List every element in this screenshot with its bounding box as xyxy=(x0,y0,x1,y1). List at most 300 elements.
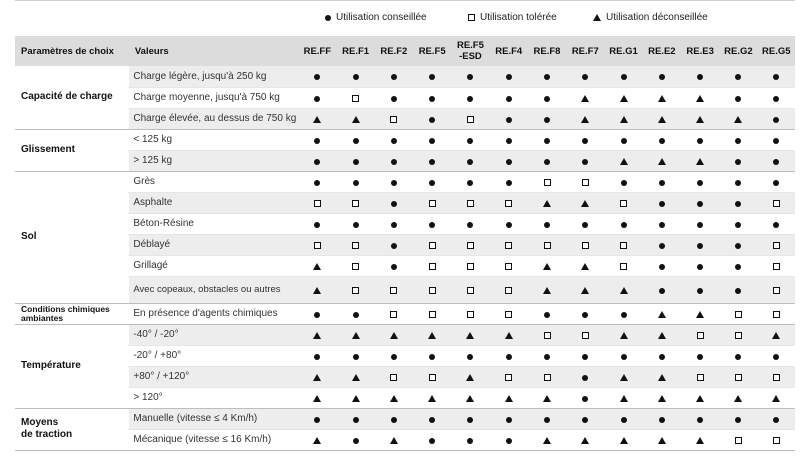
header-model: RE.F4 xyxy=(495,45,523,57)
suitability-cell xyxy=(681,234,719,255)
suitability-cell xyxy=(719,234,757,255)
recommended-dot-icon xyxy=(621,354,627,360)
table-row xyxy=(15,366,795,387)
value-label: En présence d'agents chimiques xyxy=(129,303,298,324)
suitability-cell xyxy=(758,171,795,192)
suitability-cell xyxy=(413,408,451,429)
category-label: Capacité de charge xyxy=(15,66,129,129)
suitability-cell xyxy=(681,366,719,387)
suitability-cell xyxy=(758,345,795,366)
tolerated-square-icon xyxy=(773,437,780,444)
tolerated-square-icon xyxy=(773,200,780,207)
recommended-dot-icon xyxy=(314,222,320,228)
suitability-cell xyxy=(413,66,451,87)
suitability-cell xyxy=(375,108,413,129)
suitability-cell xyxy=(566,345,604,366)
suitability-cell xyxy=(336,234,374,255)
suitability-cell xyxy=(604,234,642,255)
suitability-cell xyxy=(298,255,336,276)
value-label: Avec copeaux, obstacles ou autres xyxy=(129,276,298,303)
tolerated-square-icon xyxy=(773,374,780,381)
suitability-cell xyxy=(528,345,566,366)
tolerated-square-icon xyxy=(429,374,436,381)
recommended-dot-icon xyxy=(544,222,550,228)
recommended-dot-icon xyxy=(506,180,512,186)
recommended-dot-icon xyxy=(544,117,550,123)
recommended-dot-icon xyxy=(314,354,320,360)
table-row xyxy=(15,303,795,324)
suitability-cell xyxy=(375,276,413,303)
recommended-dot-icon xyxy=(467,74,473,80)
discouraged-triangle-icon xyxy=(543,437,551,444)
suitability-cell xyxy=(604,387,642,408)
suitability-cell xyxy=(336,66,374,87)
recommended-dot-icon xyxy=(429,96,435,102)
tolerated-square-icon xyxy=(544,179,551,186)
suitability-cell xyxy=(719,87,757,108)
suitability-cell xyxy=(604,345,642,366)
tolerated-square-icon xyxy=(544,374,551,381)
tolerated-square-icon xyxy=(352,200,359,207)
header-model: RE.G2 xyxy=(724,45,753,57)
legend-discouraged xyxy=(593,12,708,23)
suitability-cell xyxy=(681,255,719,276)
suitability-cell xyxy=(566,108,604,129)
discouraged-triangle-icon xyxy=(390,332,398,339)
suitability-cell xyxy=(604,150,642,171)
discouraged-triangle-icon xyxy=(620,395,628,402)
tolerated-square-icon xyxy=(352,287,359,294)
suitability-cell xyxy=(643,408,681,429)
suitability-cell xyxy=(490,150,528,171)
table-row xyxy=(15,150,795,171)
tolerated-square-icon xyxy=(467,263,474,270)
discouraged-triangle-icon xyxy=(313,395,321,402)
recommended-dot-icon xyxy=(544,354,550,360)
suitability-cell xyxy=(375,324,413,345)
recommended-dot-icon xyxy=(582,74,588,80)
discouraged-triangle-icon xyxy=(581,95,589,102)
suitability-cell xyxy=(490,66,528,87)
suitability-cell xyxy=(719,429,757,450)
recommended-dot-icon xyxy=(697,201,703,207)
suitability-cell xyxy=(528,213,566,234)
discouraged-triangle-icon xyxy=(505,332,513,339)
suitability-cell xyxy=(604,366,642,387)
tolerated-square-icon xyxy=(429,242,436,249)
discouraged-triangle-icon xyxy=(313,263,321,270)
suitability-cell xyxy=(719,150,757,171)
legend-recommended-label: Utilisation conseillée xyxy=(336,12,427,23)
suitability-cell xyxy=(336,303,374,324)
tolerated-square-icon xyxy=(314,200,321,207)
tolerated-square-icon xyxy=(468,14,475,21)
value-label: Mécanique (vitesse ≤ 16 Km/h) xyxy=(129,429,298,450)
discouraged-triangle-icon xyxy=(620,116,628,123)
header-row xyxy=(15,36,795,66)
suitability-cell xyxy=(528,150,566,171)
discouraged-triangle-icon xyxy=(658,311,666,318)
discouraged-triangle-icon xyxy=(658,332,666,339)
suitability-cell xyxy=(758,324,795,345)
recommended-dot-icon xyxy=(467,354,473,360)
suitability-cell xyxy=(566,192,604,213)
suitability-cell xyxy=(604,66,642,87)
tolerated-square-icon xyxy=(773,263,780,270)
suitability-cell xyxy=(758,303,795,324)
discouraged-triangle-icon xyxy=(620,287,628,294)
suitability-cell xyxy=(413,255,451,276)
suitability-cell xyxy=(719,408,757,429)
discouraged-triangle-icon xyxy=(658,395,666,402)
recommended-dot-icon xyxy=(506,74,512,80)
recommended-dot-icon xyxy=(697,264,703,270)
suitability-cell xyxy=(413,345,451,366)
top-divider xyxy=(15,0,795,1)
category-label: Température xyxy=(15,324,129,408)
suitability-cell xyxy=(681,429,719,450)
suitability-cell xyxy=(681,171,719,192)
recommended-dot-icon xyxy=(325,15,331,21)
suitability-cell xyxy=(604,192,642,213)
recommended-dot-icon xyxy=(659,288,665,294)
header-model: RE.F5 -ESD xyxy=(456,40,484,62)
suitability-cell xyxy=(681,213,719,234)
suitability-cell xyxy=(566,408,604,429)
recommended-dot-icon xyxy=(353,138,359,144)
tolerated-square-icon xyxy=(620,242,627,249)
table-row xyxy=(15,324,795,345)
suitability-cell xyxy=(604,408,642,429)
tolerated-square-icon xyxy=(582,179,589,186)
table-row xyxy=(15,234,795,255)
suitability-cell xyxy=(298,213,336,234)
suitability-cell xyxy=(375,429,413,450)
suitability-cell xyxy=(758,387,795,408)
suitability-cell xyxy=(719,345,757,366)
suitability-cell xyxy=(298,150,336,171)
recommended-dot-icon xyxy=(467,222,473,228)
recommended-dot-icon xyxy=(506,354,512,360)
discouraged-triangle-icon xyxy=(581,263,589,270)
tolerated-square-icon xyxy=(505,374,512,381)
suitability-cell xyxy=(681,150,719,171)
recommended-dot-icon xyxy=(773,96,779,102)
recommended-dot-icon xyxy=(582,354,588,360)
suitability-cell xyxy=(681,276,719,303)
suitability-cell xyxy=(528,366,566,387)
recommended-dot-icon xyxy=(429,354,435,360)
suitability-cell xyxy=(298,171,336,192)
value-label: Grès xyxy=(129,171,298,192)
suitability-cell xyxy=(336,171,374,192)
table-row xyxy=(15,192,795,213)
recommended-dot-icon xyxy=(391,417,397,423)
discouraged-triangle-icon xyxy=(620,374,628,381)
suitability-cell xyxy=(681,303,719,324)
suitability-cell xyxy=(681,87,719,108)
tolerated-square-icon xyxy=(505,200,512,207)
discouraged-triangle-icon xyxy=(313,116,321,123)
recommended-dot-icon xyxy=(735,417,741,423)
recommended-dot-icon xyxy=(735,243,741,249)
suitability-cell xyxy=(490,129,528,150)
recommended-dot-icon xyxy=(735,180,741,186)
suitability-cell xyxy=(413,150,451,171)
suitability-cell xyxy=(681,324,719,345)
recommended-dot-icon xyxy=(582,375,588,381)
recommended-dot-icon xyxy=(391,96,397,102)
suitability-cell xyxy=(451,408,489,429)
suitability-cell xyxy=(375,366,413,387)
recommended-dot-icon xyxy=(391,201,397,207)
recommended-dot-icon xyxy=(314,180,320,186)
suitability-cell xyxy=(336,345,374,366)
suitability-cell xyxy=(604,429,642,450)
suitability-cell xyxy=(375,150,413,171)
recommended-dot-icon xyxy=(544,417,550,423)
table-row xyxy=(15,87,795,108)
suitability-cell xyxy=(451,150,489,171)
recommended-dot-icon xyxy=(735,138,741,144)
recommended-dot-icon xyxy=(659,138,665,144)
suitability-cell xyxy=(758,276,795,303)
recommended-dot-icon xyxy=(659,417,665,423)
recommended-dot-icon xyxy=(391,159,397,165)
suitability-cell xyxy=(643,324,681,345)
recommended-dot-icon xyxy=(467,96,473,102)
suitability-cell xyxy=(643,192,681,213)
recommended-dot-icon xyxy=(429,117,435,123)
recommended-dot-icon xyxy=(429,74,435,80)
suitability-cell xyxy=(681,345,719,366)
suitability-cell xyxy=(566,276,604,303)
suitability-cell xyxy=(298,234,336,255)
suitability-cell xyxy=(451,213,489,234)
tolerated-square-icon xyxy=(773,311,780,318)
discouraged-triangle-icon xyxy=(658,437,666,444)
recommended-dot-icon xyxy=(353,159,359,165)
suitability-cell xyxy=(643,87,681,108)
discouraged-triangle-icon xyxy=(620,437,628,444)
recommended-dot-icon xyxy=(621,417,627,423)
value-label: < 125 kg xyxy=(129,129,298,150)
discouraged-triangle-icon xyxy=(772,395,780,402)
recommended-dot-icon xyxy=(659,243,665,249)
recommended-dot-icon xyxy=(735,74,741,80)
recommended-dot-icon xyxy=(314,96,320,102)
recommended-dot-icon xyxy=(735,354,741,360)
suitability-cell xyxy=(490,234,528,255)
suitability-cell xyxy=(490,387,528,408)
recommended-dot-icon xyxy=(391,138,397,144)
recommended-dot-icon xyxy=(429,438,435,444)
suitability-cell xyxy=(643,108,681,129)
recommended-dot-icon xyxy=(697,288,703,294)
discouraged-triangle-icon xyxy=(581,200,589,207)
suitability-cell xyxy=(451,234,489,255)
suitability-cell xyxy=(490,87,528,108)
recommended-dot-icon xyxy=(391,243,397,249)
suitability-cell xyxy=(528,87,566,108)
tolerated-square-icon xyxy=(735,332,742,339)
suitability-cell xyxy=(375,408,413,429)
recommended-dot-icon xyxy=(773,222,779,228)
suitability-cell xyxy=(604,303,642,324)
table-row xyxy=(15,429,795,450)
discouraged-triangle-icon xyxy=(696,395,704,402)
discouraged-triangle-icon xyxy=(390,395,398,402)
tolerated-square-icon xyxy=(505,263,512,270)
discouraged-triangle-icon xyxy=(658,95,666,102)
suitability-cell xyxy=(566,303,604,324)
discouraged-triangle-icon xyxy=(352,116,360,123)
header-model: RE.F2 xyxy=(380,45,408,57)
table-row xyxy=(15,276,795,303)
value-label: Béton-Résine xyxy=(129,213,298,234)
recommended-dot-icon xyxy=(544,138,550,144)
suitability-cell xyxy=(336,429,374,450)
suitability-cell xyxy=(413,387,451,408)
tolerated-square-icon xyxy=(467,200,474,207)
recommended-dot-icon xyxy=(544,96,550,102)
discouraged-triangle-icon xyxy=(352,374,360,381)
suitability-cell xyxy=(298,303,336,324)
suitability-cell xyxy=(719,387,757,408)
discouraged-triangle-icon xyxy=(734,395,742,402)
recommended-dot-icon xyxy=(353,438,359,444)
suitability-cell xyxy=(758,108,795,129)
table-row xyxy=(15,387,795,408)
suitability-cell xyxy=(758,213,795,234)
suitability-cell xyxy=(375,129,413,150)
value-label: Déblayé xyxy=(129,234,298,255)
header-parameters: Paramètres de choix xyxy=(21,45,114,57)
suitability-cell xyxy=(681,387,719,408)
recommended-dot-icon xyxy=(697,180,703,186)
recommended-dot-icon xyxy=(582,138,588,144)
suitability-cell xyxy=(336,87,374,108)
recommended-dot-icon xyxy=(429,417,435,423)
suitability-cell xyxy=(490,324,528,345)
discouraged-triangle-icon xyxy=(543,200,551,207)
suitability-cell xyxy=(490,255,528,276)
discouraged-triangle-icon xyxy=(466,374,474,381)
discouraged-triangle-icon xyxy=(505,395,513,402)
table-row xyxy=(15,345,795,366)
recommended-dot-icon xyxy=(697,138,703,144)
value-label: > 125 kg xyxy=(129,150,298,171)
suitability-cell xyxy=(413,171,451,192)
tolerated-square-icon xyxy=(735,437,742,444)
header-model: RE.E2 xyxy=(648,45,676,57)
suitability-cell xyxy=(375,171,413,192)
suitability-cell xyxy=(566,66,604,87)
legend-discouraged-label: Utilisation déconseillée xyxy=(606,12,708,23)
suitability-cell xyxy=(451,303,489,324)
suitability-cell xyxy=(298,66,336,87)
recommended-dot-icon xyxy=(582,312,588,318)
suitability-cell xyxy=(336,366,374,387)
recommended-dot-icon xyxy=(697,417,703,423)
suitability-cell xyxy=(375,192,413,213)
tolerated-square-icon xyxy=(773,242,780,249)
suitability-cell xyxy=(298,324,336,345)
tolerated-square-icon xyxy=(352,263,359,270)
suitability-cell xyxy=(681,408,719,429)
recommended-dot-icon xyxy=(621,138,627,144)
suitability-cell xyxy=(375,87,413,108)
header-model: RE.F7 xyxy=(571,45,599,57)
suitability-cell xyxy=(719,213,757,234)
suitability-cell xyxy=(604,108,642,129)
suitability-cell xyxy=(375,303,413,324)
suitability-cell xyxy=(719,108,757,129)
category-label: Moyens de traction xyxy=(15,408,129,450)
suitability-cell xyxy=(413,234,451,255)
suitability-cell xyxy=(719,255,757,276)
discouraged-triangle-icon xyxy=(658,158,666,165)
suitability-cell xyxy=(298,366,336,387)
suitability-cell xyxy=(336,387,374,408)
suitability-cell xyxy=(451,66,489,87)
suitability-cell xyxy=(413,108,451,129)
suitability-cell xyxy=(643,429,681,450)
discouraged-triangle-icon xyxy=(658,116,666,123)
discouraged-triangle-icon xyxy=(313,374,321,381)
suitability-cell xyxy=(451,129,489,150)
recommended-dot-icon xyxy=(735,159,741,165)
suitability-cell xyxy=(566,234,604,255)
header-model: RE.G5 xyxy=(762,45,791,57)
recommended-dot-icon xyxy=(544,159,550,165)
suitability-cell xyxy=(413,366,451,387)
recommended-dot-icon xyxy=(314,138,320,144)
suitability-cell xyxy=(528,387,566,408)
discouraged-triangle-icon xyxy=(352,332,360,339)
header-model: RE.G1 xyxy=(609,45,638,57)
discouraged-triangle-icon xyxy=(620,158,628,165)
recommended-dot-icon xyxy=(582,417,588,423)
header-model: RE.F8 xyxy=(533,45,561,57)
tolerated-square-icon xyxy=(467,311,474,318)
recommended-dot-icon xyxy=(429,180,435,186)
suitability-cell xyxy=(719,276,757,303)
discouraged-triangle-icon xyxy=(658,374,666,381)
category-label: Glissement xyxy=(15,129,129,171)
suitability-cell xyxy=(375,234,413,255)
value-label: Charge élevée, au dessus de 750 kg xyxy=(129,108,298,129)
discouraged-triangle-icon xyxy=(581,437,589,444)
suitability-cell xyxy=(375,255,413,276)
recommended-dot-icon xyxy=(735,288,741,294)
recommended-dot-icon xyxy=(353,312,359,318)
suitability-cell xyxy=(490,171,528,192)
suitability-cell xyxy=(528,429,566,450)
suitability-cell xyxy=(643,366,681,387)
category-label: Conditions chimiques ambiantes xyxy=(15,303,129,324)
recommended-dot-icon xyxy=(506,222,512,228)
suitability-cell xyxy=(451,324,489,345)
recommended-dot-icon xyxy=(391,180,397,186)
suitability-cell xyxy=(490,192,528,213)
discouraged-triangle-icon xyxy=(543,263,551,270)
suitability-cell xyxy=(719,366,757,387)
suitability-cell xyxy=(528,255,566,276)
tolerated-square-icon xyxy=(467,242,474,249)
recommended-dot-icon xyxy=(582,159,588,165)
suitability-cell xyxy=(758,234,795,255)
